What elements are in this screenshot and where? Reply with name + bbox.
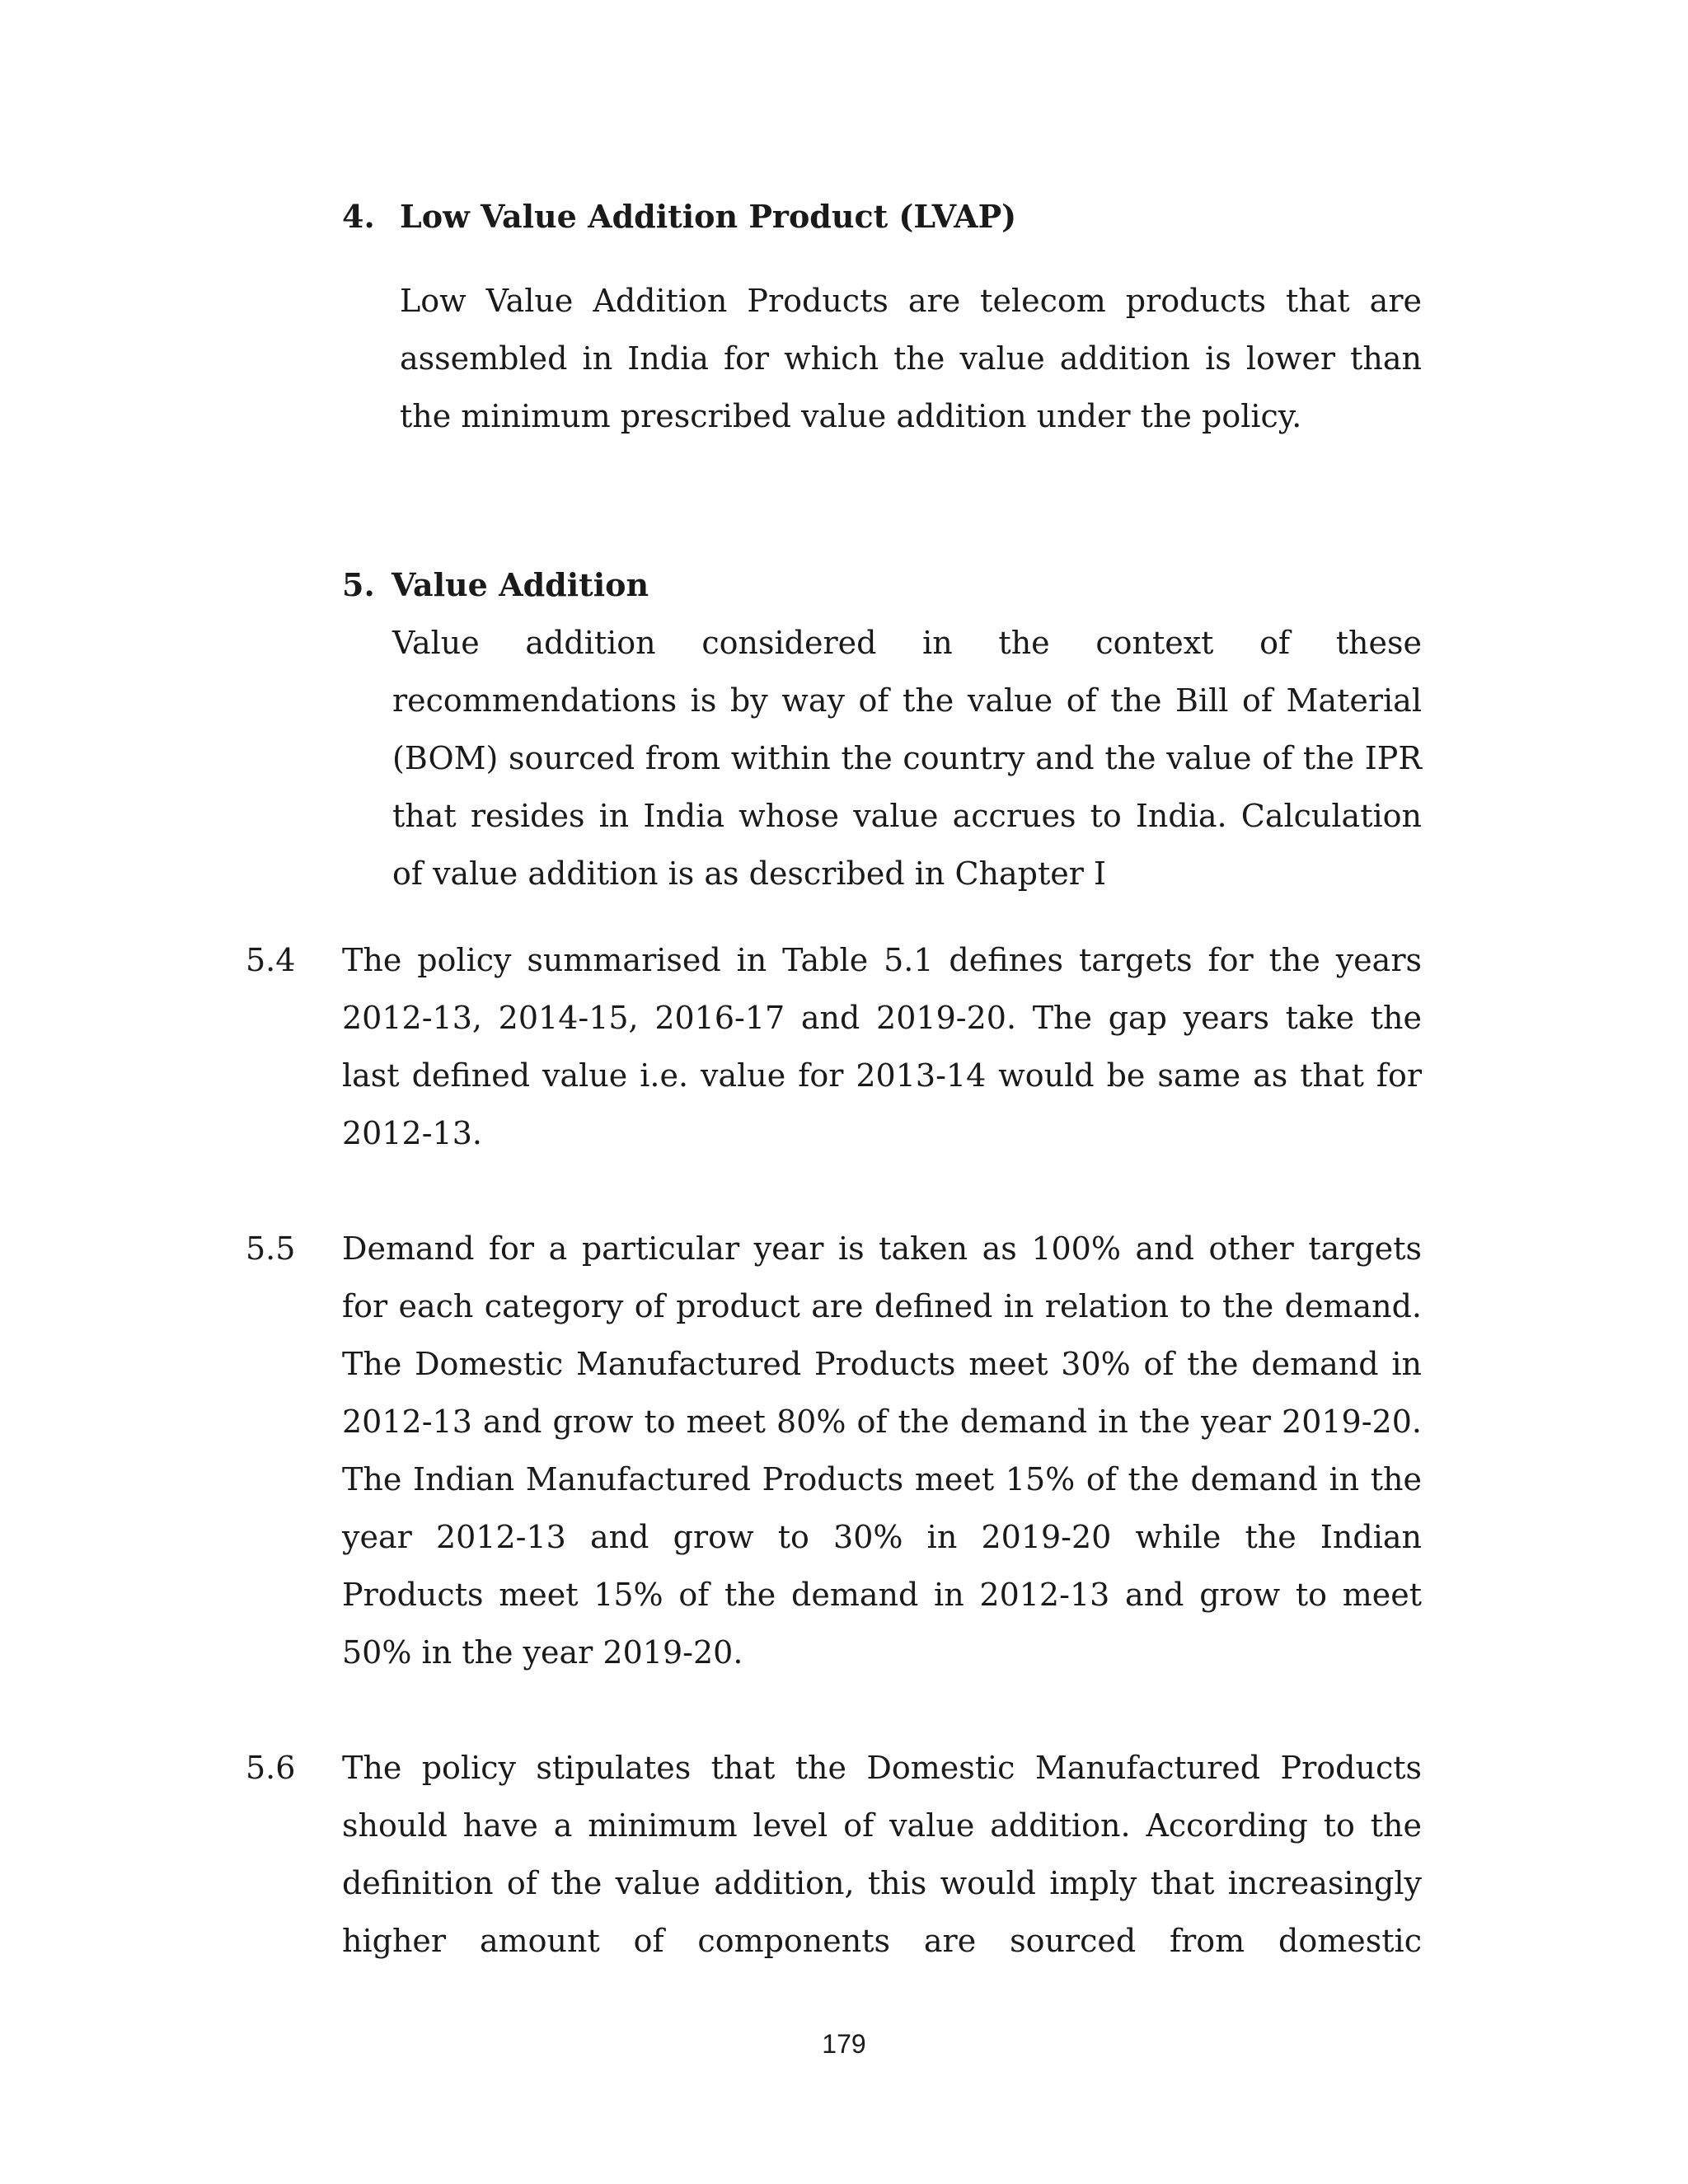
paragraph-5-4-number: 5.4 [246,942,296,978]
page-number: 179 [822,2029,866,2059]
paragraph-5-6-number: 5.6 [246,1750,296,1786]
section-5-number: 5. [342,566,375,603]
section-4-title: Low Value Addition Product (LVAP) [400,198,1017,235]
section-4-heading [342,188,1016,246]
paragraph-5-4-text: The policy summarised in Table 5.1 defines targets for the years 2012-13, 2014-15, 2016-17 and 2019-20. The gap years take the last defined value i.e. value for 2013-14 would be same as that for 2012-13. [342,942,1422,1151]
section-4-body: Low Value Addition Products are telecom products that are assembled in India for which the value addition is lower than the minimum prescribed value addition under the policy. [400,283,1422,434]
section-5-title: Value Addition [392,566,649,603]
section-5-heading [342,556,649,614]
paragraph-5-5-number: 5.5 [246,1230,296,1267]
section-4-number: 4. [342,198,375,235]
section-5-body: Value addition considered in the context of these recommendations is by way of the value of the Bill of Material (BOM) sourced from within the country and the value of the IPR that resides in India whose value accrues to India. Calculation of value addition is as described in Chapter I [392,625,1422,892]
paragraph-5-5-text: Demand for a particular year is taken as 100% and other targets for each category of product are defined in relation to the demand. The Domestic Manufactured Products meet 30% of the demand in 2012-13 and grow to meet 80% of the demand in the year 2019-20. The Indian Manufactured Products meet 15% of the demand in the year 2012-13 and grow to 30% in 2019-20 while the Indian Products meet 15% of the demand in 2012-13 and grow to meet 50% in the year 2019-20. [342,1230,1422,1671]
paragraph-5-6-text: The policy stipulates that the Domestic Manufactured Products should have a minimum level of value addition. According to the definition of the value addition, this would imply that increasingly higher amount of components are sourced from domestic [342,1750,1422,1959]
